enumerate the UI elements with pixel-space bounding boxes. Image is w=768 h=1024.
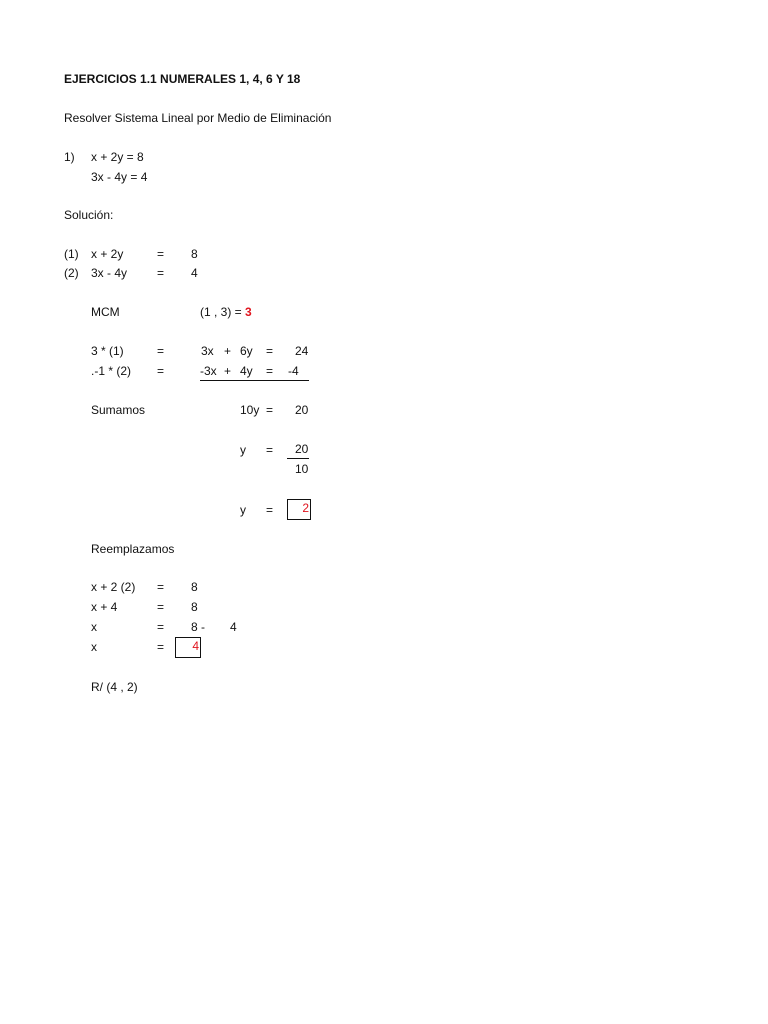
mult-term-b-2: 4y (240, 364, 253, 378)
step-rhs-1: 8 (191, 580, 198, 594)
y-result-box: 2 (287, 499, 311, 520)
step-rhs-2: 8 (191, 600, 198, 614)
step-lhs-2: x + 4 (91, 600, 118, 614)
x-result-box: 4 (175, 637, 201, 658)
mult-term-b-1: 6y (240, 344, 253, 358)
mcm-expr-text: (1 , 3) = (200, 305, 246, 319)
fraction-denominator: 10 (295, 462, 309, 476)
equation-op-1: = (157, 247, 165, 261)
step-extra-3: 4 (230, 620, 237, 634)
mult-eq-1: = (266, 344, 274, 358)
sum-op: = (266, 403, 274, 417)
sum-rhs: 20 (295, 403, 309, 417)
mult-term-a-1: 3x (201, 344, 214, 358)
sum-label: Sumamos (91, 403, 146, 417)
mult-plus-1: + (224, 344, 232, 358)
step-op-3: = (157, 620, 165, 634)
mult-lhs-2: .-1 * (2) (91, 364, 132, 378)
equation-rhs-2: 4 (191, 266, 198, 280)
step-lhs-3: x (91, 620, 97, 634)
equation-rhs-1: 8 (191, 247, 198, 261)
fraction-numerator: 20 (295, 442, 309, 456)
equation-lhs-1: x + 2y (91, 247, 124, 261)
fraction-bar (287, 458, 309, 459)
page-title: EJERCICIOS 1.1 NUMERALES 1, 4, 6 Y 18 (64, 72, 301, 86)
fraction-op: = (266, 443, 274, 457)
x-result-op: = (157, 640, 165, 654)
y-result-lhs: y (240, 503, 246, 517)
mult-eq-2: = (266, 364, 274, 378)
step-lhs-1: x + 2 (2) (91, 580, 136, 594)
y-result-op: = (266, 503, 274, 517)
page-subtitle: Resolver Sistema Lineal por Medio de Eliminación (64, 111, 332, 125)
equation-tag-2: (2) (64, 266, 79, 280)
mult-plus-2: + (224, 364, 232, 378)
solution-label: Solución: (64, 208, 114, 222)
fraction-lhs: y (240, 443, 246, 457)
final-answer: R/ (4 , 2) (91, 680, 138, 694)
mcm-expression (200, 305, 252, 319)
step-op-1: = (157, 580, 165, 594)
equation-tag-1: (1) (64, 247, 79, 261)
problem-equation-1: x + 2y = 8 (91, 150, 144, 164)
mult-rhs-1: 24 (295, 344, 309, 358)
problem-equation-2: 3x - 4y = 4 (91, 170, 148, 184)
mcm-result: 3 (245, 305, 252, 319)
sum-underline (200, 380, 309, 381)
equation-op-2: = (157, 266, 165, 280)
step-op-2: = (157, 600, 165, 614)
mcm-label: MCM (91, 305, 120, 319)
mult-term-a-2: -3x (200, 364, 217, 378)
step-rhs-3: 8 - (191, 620, 206, 634)
mult-op-2: = (157, 364, 165, 378)
mult-op-1: = (157, 344, 165, 358)
sum-lhs: 10y (240, 403, 260, 417)
mult-lhs-1: 3 * (1) (91, 344, 124, 358)
problem-number: 1) (64, 150, 75, 164)
x-result-lhs: x (91, 640, 97, 654)
replace-label: Reemplazamos (91, 542, 175, 556)
equation-lhs-2: 3x - 4y (91, 266, 128, 280)
mult-rhs-2: -4 (288, 364, 299, 378)
